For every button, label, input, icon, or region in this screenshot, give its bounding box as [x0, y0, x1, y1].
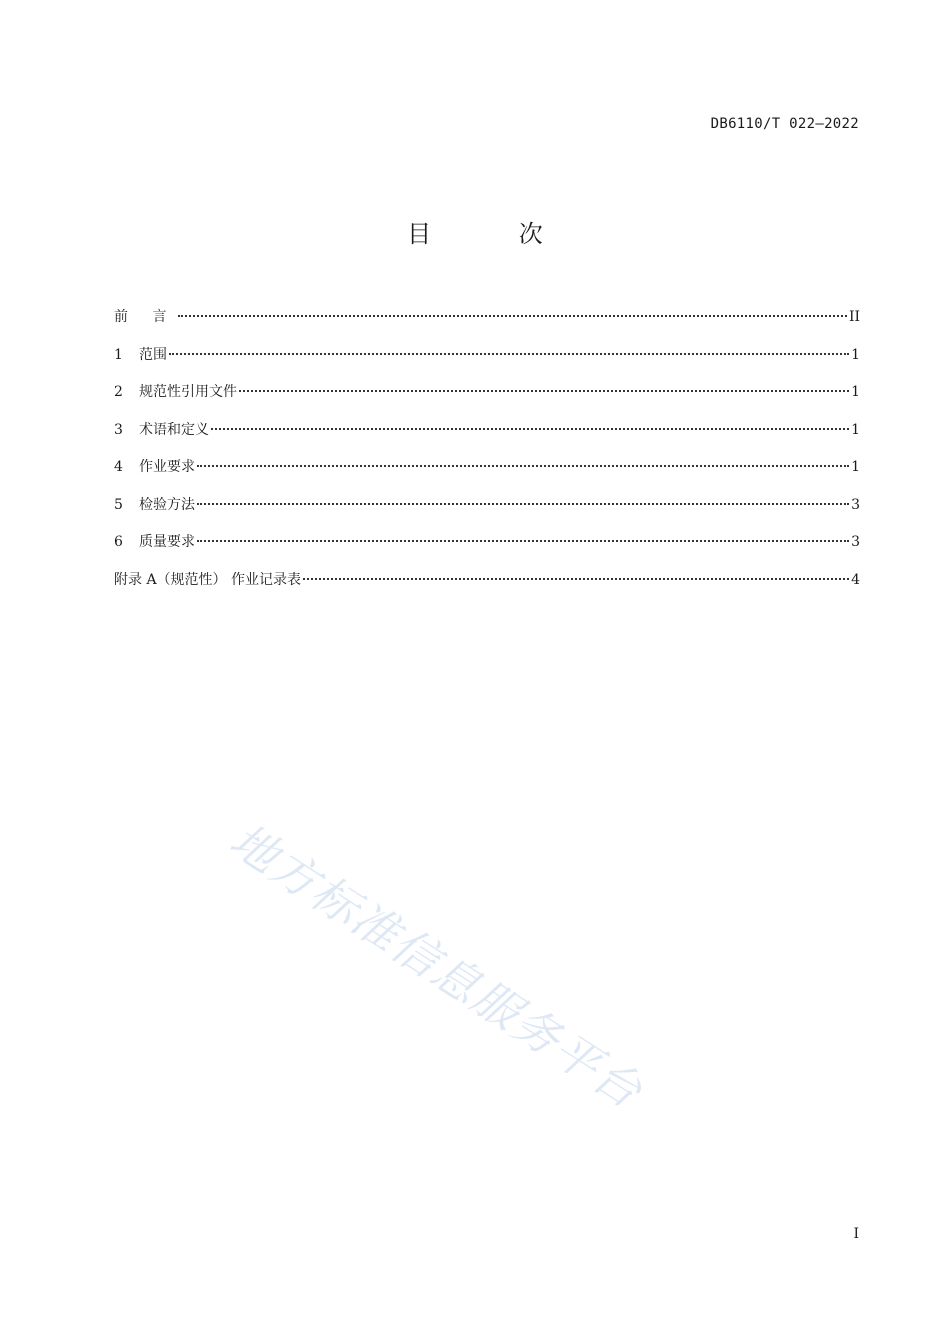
toc-entry-number: 2 — [114, 384, 123, 400]
page-number: I — [853, 1226, 859, 1242]
watermark: 地方标准信息服务平台 — [220, 812, 653, 1120]
toc-leader — [197, 540, 849, 542]
table-of-contents — [114, 306, 860, 606]
toc-entry-label: 附录 A（规范性） 作业记录表 — [114, 571, 302, 588]
toc-entry-quality-requirements[interactable] — [114, 531, 860, 569]
toc-entry-page: 1 — [851, 346, 860, 363]
toc-entry-label: 范围 — [139, 346, 167, 363]
toc-entry-inspection-methods[interactable] — [114, 494, 860, 532]
document-code: DB6110/T 022—2022 — [710, 116, 859, 132]
toc-entry-appendix-a[interactable] — [114, 569, 860, 607]
toc-leader — [211, 428, 849, 430]
toc-entry-page: 1 — [851, 459, 860, 475]
toc-entry-number: 3 — [114, 421, 123, 438]
toc-entry-page: 4 — [851, 571, 860, 588]
toc-entry-scope[interactable] — [114, 344, 860, 382]
toc-entry-label: 质量要求 — [139, 534, 195, 550]
toc-leader — [197, 503, 849, 505]
toc-entry-normative-references[interactable] — [114, 381, 860, 419]
toc-entry-foreword[interactable] — [114, 306, 860, 344]
toc-entry-terms-definitions[interactable] — [114, 419, 860, 457]
toc-entry-number: 5 — [114, 496, 123, 513]
toc-entry-page: 3 — [851, 496, 860, 513]
toc-title: 目 次 — [407, 220, 583, 248]
toc-entry-label: 前 言 — [114, 309, 177, 325]
toc-entry-page: 1 — [851, 421, 860, 438]
toc-leader — [178, 315, 846, 317]
toc-leader — [197, 465, 849, 467]
toc-entry-number: 1 — [114, 346, 123, 363]
toc-leader — [169, 353, 849, 355]
toc-entry-label: 规范性引用文件 — [139, 384, 237, 400]
toc-entry-label: 检验方法 — [139, 496, 195, 513]
toc-entry-label: 作业要求 — [139, 459, 195, 475]
toc-entry-number: 4 — [114, 459, 123, 475]
toc-leader — [303, 578, 849, 580]
toc-leader — [239, 390, 849, 392]
toc-entry-number: 6 — [114, 534, 123, 550]
toc-entry-page: II — [848, 309, 860, 325]
toc-entry-page: 3 — [851, 534, 860, 550]
toc-entry-label: 术语和定义 — [139, 421, 209, 438]
toc-entry-page: 1 — [851, 384, 860, 400]
toc-entry-work-requirements[interactable] — [114, 456, 860, 494]
